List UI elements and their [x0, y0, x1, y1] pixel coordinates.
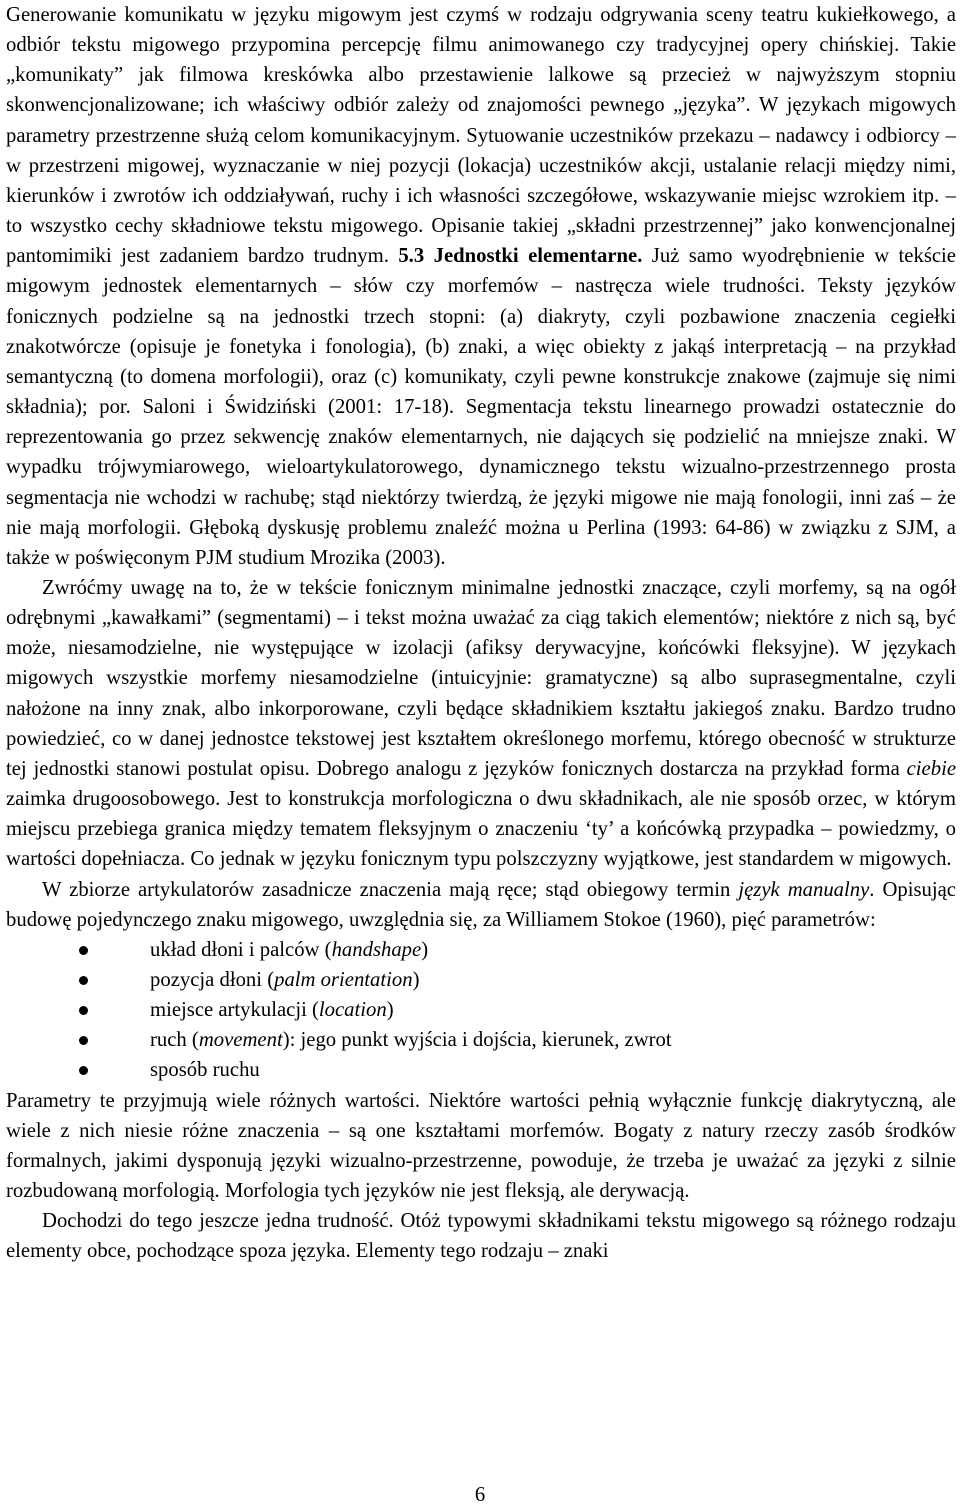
paragraph-text: Już samo wyodrębnienie w tekście migowym jednostek elementarnych – słów czy morfemów – nastręcza wiele trudności. Teksty języków fonicznych podzielne są na jednostki trzech stopni: (a) diakryty, czyli pozbawione znaczenia cegiełki znakotwórcze (opisuje je fonetyka i fonologia), (b) znaki, a więc obiekty z jakąś interpretacją – na przykład semantyczną (to domena morfologii), oraz (c) komunikaty, czyli pewne konstrukcje znakowe (zajmuje się nimi składnia); por. Saloni i Świdziński (2001: 17-18). Segmentacja tekstu linearnego prowadzi ostatecznie do reprezentowania go przez sekwencję znaków elementarnych, nie dających się podzielić na mniejsze znaki. W wypadku trójwymiarowego, wieloartykulatorowego, dynamicznego tekstu wizualno-przestrzennego prosta segmentacja nie wchodzi w rachubę; stąd niektórzy twierdzą, że języki migowe nie mają fonologii, inni zaś – że nie mają morfologii. Głęboką dyskusję problemu znaleźć można u Perlina (1993: 64-86) w związku z SJM, a także w poświęconym PJM studium Mrozika (2003). — [6, 245, 956, 569]
list-item: miejsce artykulacji (location) — [6, 995, 956, 1025]
paragraph-foreign-elements: Dochodzi do tego jeszcze jedna trudność. Otóż typowymi składnikami tekstu migowego są różnego rodzaju elementy obce, pochodzące spoza języka. Elementy tego rodzaju – znaki — [6, 1210, 956, 1263]
list-item: ruch (movement): jego punkt wyjścia i dojścia, kierunek, zwrot — [6, 1025, 956, 1055]
paragraph-text: . Opisując budowę pojedynczego znaku migowego, uwzględnia się, za Williamem Stokoe (1960), pięć parametrów: — [6, 878, 956, 931]
paragraph-text: zaimka drugoosobowego. Jest to konstrukcja morfologiczna o dwu składnikach, ale nie sposób orzec, w którym miejscu przebiega granica między tematem fleksyjnym o znaczeniu ‘ty’ a końcówką przypadka – powiedzmy, o wartości dopełniacza. Co jednak w języku fonicznym typu polszczyzny wyjątkowe, jest standardem w migowych. — [6, 788, 956, 871]
paragraph-articulators — [6, 875, 956, 935]
bullet-icon — [79, 976, 88, 985]
paragraph-text: Generowanie komunikatu w języku migowym jest czymś w rodzaju odgrywania sceny teatru kukiełkowego, a odbiór tekstu migowego przypomina percepcję filmu animowanego czy tradycyjnej opery chińskiej. Takie „komunikaty” jak filmowa kreskówka albo przestawienie lalkowe są przecież w najwyższym stopniu skonwencjonalizowane; ich właściwy odbiór zależy od znajomości pewnego „języka”. W językach migowych parametry przestrzenne służą celom komunikacyjnym. Sytuowanie uczestników przekazu – nadawcy i odbiorcy – w przestrzeni migowej, wyznaczanie w niej pozycji (lokacja) uczestników akcji, ustalanie relacji między nimi, kierunków i zwrotów ich oddziaływań, ruchy i ich własności szczegółowe, wskazywanie miejsc wzrokiem itp. – to wszystko cechy składniowe tekstu migowego. Opisanie takiej „składni przestrzennej” jako konwencjonalnej pantomimiki jest zadaniem bardzo trudnym. — [6, 4, 956, 268]
italic-term: ciebie — [906, 757, 956, 780]
document-page — [6, 0, 956, 1266]
bullet-icon — [79, 946, 88, 955]
list-item: układ dłoni i palców (handshape) — [6, 935, 956, 965]
paragraph-morphemes — [6, 573, 956, 875]
list-item: pozycja dłoni (palm orientation) — [6, 965, 956, 995]
parameter-list — [6, 935, 956, 1086]
bullet-icon — [79, 1036, 88, 1045]
italic-term: język manualny — [738, 878, 870, 901]
bullet-icon — [79, 1006, 88, 1015]
bullet-icon — [79, 1066, 88, 1075]
section-heading: 5.3 Jednostki elementarne. — [398, 245, 643, 268]
paragraph-text: Zwróćmy uwagę na to, że w tekście fonicznym minimalne jednostki znaczące, czyli morfemy, są na ogół odrębnymi „kawałkami” (segmentami) – i tekst można uważać za ciąg takich elementów; niektóre z nich są, być może, niesamodzielne, nie występujące w izolacji (afiksy derywacyjne, końcówki fleksyjne). W językach migowych wszystkie morfemy niesamodzielne (intuicyjnie: gramatyczne) są albo suprasegmentalne, czyli nałożone na inny znak, albo inkorporowane, czyli będące składnikiem kształtu jakiegoś znaku. Bardzo trudno powiedzieć, co w danej jednostce tekstowej jest kształtem określonego morfemu, którego obecność w strukturze tej jednostki stanowi postulat opisu. Dobrego analogu z języków fonicznych dostarcza na przykład forma — [6, 576, 956, 780]
page-number: 6 — [474, 1484, 486, 1506]
paragraph-parameter-values: Parametry te przyjmują wiele różnych wartości. Niektóre wartości pełnią wyłącznie funkcję diakrytyczną, ale wiele z nich niesie różne znaczenia – są one kształtami morfemów. Bogaty z natury rzeczy zasób środków formalnych, jakimi dysponują języki wizualno-przestrzenne, powoduje, że trzeba je uważać za języki z silnie rozbudowaną morfologią. Morfologia tych języków nie jest fleksją, ale derywacją. — [6, 1089, 956, 1203]
paragraph-sign-language-syntax — [6, 0, 956, 573]
paragraph-text: W zbiorze artykulatorów zasadnicze znaczenia mają ręce; stąd obiegowy termin — [42, 878, 739, 901]
list-item: sposób ruchu — [6, 1055, 956, 1085]
